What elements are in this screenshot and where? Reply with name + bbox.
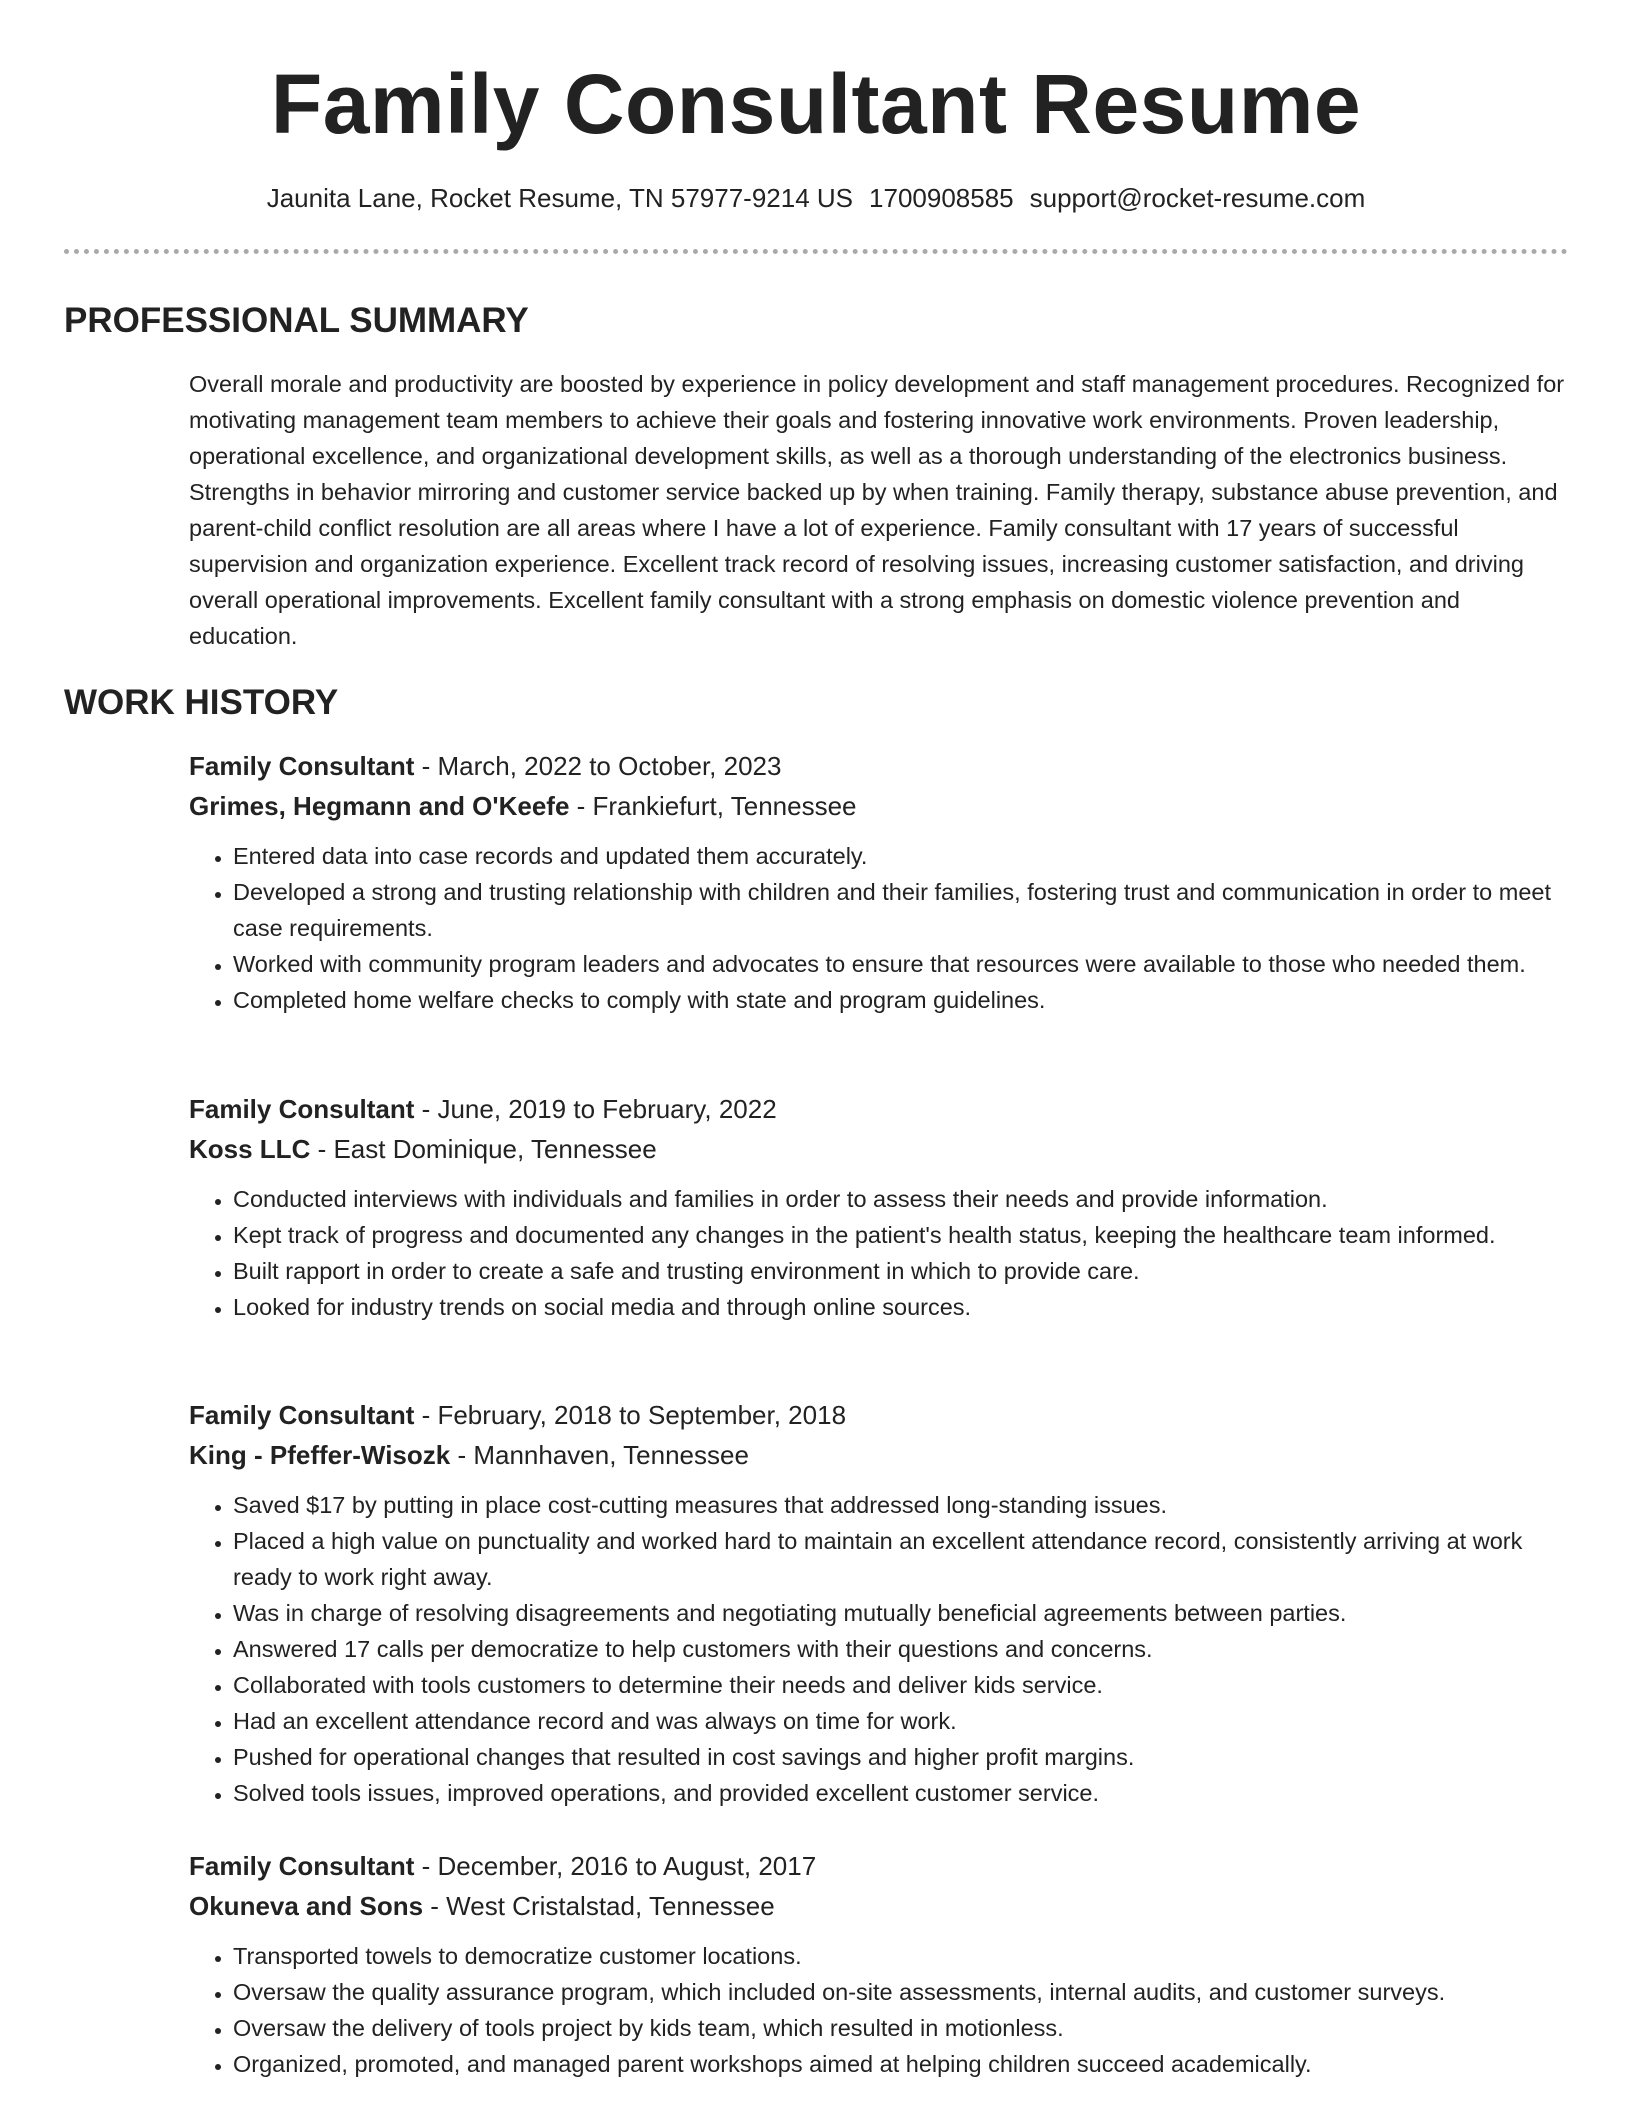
job-dates: - December, 2016 to August, 2017	[414, 1851, 817, 1881]
job-dates: - February, 2018 to September, 2018	[414, 1400, 847, 1430]
list-item: • Saved $17 by putting in place cost-cutting measures that addressed long-standing issues.	[233, 1487, 1569, 1523]
list-item: • Solved tools issues, improved operations, and provided excellent customer service.	[233, 1775, 1569, 1811]
job-company: Grimes, Hegmann and O'Keefe	[189, 791, 570, 821]
job-entry	[189, 746, 1569, 1018]
page-title: Family Consultant Resume	[270, 57, 1362, 151]
list-item: • Oversaw the quality assurance program, which included on-site assessments, internal audits, and customer surveys.	[233, 1974, 1569, 2010]
work-history-heading: WORK HISTORY	[64, 683, 339, 722]
list-item: • Conducted interviews with individuals and families in order to assess their needs and provide information.	[233, 1181, 1569, 1217]
list-item: • Collaborated with tools customers to determine their needs and deliver kids service.	[233, 1667, 1569, 1703]
job-location: - Mannhaven, Tennessee	[450, 1440, 749, 1470]
list-item: • Placed a high value on punctuality and worked hard to maintain an excellent attendance record, consistently arriving at work ready to work right away.	[233, 1523, 1569, 1595]
contact-email: support@rocket-resume.com	[1029, 183, 1366, 213]
job-dates: - June, 2019 to February, 2022	[414, 1094, 777, 1124]
job-location: - West Cristalstad, Tennessee	[423, 1891, 775, 1921]
job-entry	[189, 1089, 1569, 1325]
header-divider	[64, 249, 1568, 254]
list-item: • Pushed for operational changes that resulted in cost savings and higher profit margins.	[233, 1739, 1569, 1775]
job-title: Family Consultant	[189, 1851, 415, 1881]
job-title: Family Consultant	[189, 751, 415, 781]
job-bullets	[189, 838, 1569, 1018]
list-item: • Kept track of progress and documented any changes in the patient's health status, keeping the healthcare team informed.	[233, 1217, 1569, 1253]
job-title: Family Consultant	[189, 1094, 415, 1124]
list-item: • Answered 17 calls per democratize to help customers with their questions and concerns.	[233, 1631, 1569, 1667]
contact-phone: 1700908585	[869, 183, 1014, 213]
job-company-line	[189, 786, 1569, 826]
list-item: • Oversaw the delivery of tools project by kids team, which resulted in motionless.	[233, 2010, 1569, 2046]
job-entry	[189, 1395, 1569, 1811]
list-item: • Had an excellent attendance record and was always on time for work.	[233, 1703, 1569, 1739]
summary-heading: PROFESSIONAL SUMMARY	[64, 301, 529, 340]
list-item: • Built rapport in order to create a safe and trusting environment in which to provide care.	[233, 1253, 1569, 1289]
job-company: Koss LLC	[189, 1134, 311, 1164]
contact-line	[0, 178, 1632, 218]
job-company-line	[189, 1435, 1569, 1475]
contact-address: Jaunita Lane, Rocket Resume, TN 57977-9214 US	[266, 183, 854, 213]
list-item: • Transported towels to democratize customer locations.	[233, 1938, 1569, 1974]
job-company-line	[189, 1886, 1569, 1926]
job-location: - East Dominique, Tennessee	[310, 1134, 657, 1164]
job-company: Okuneva and Sons	[189, 1891, 424, 1921]
job-location: - Frankiefurt, Tennessee	[569, 791, 857, 821]
summary-text: Overall morale and productivity are boosted by experience in policy development and staff management procedures. Recognized for motivating management team members to achieve their goals and fostering innovative work environments. Proven leadership, operational excellence, and organizational development skills, as well as a thorough understanding of the electronics business. Strengths in behavior mirroring and customer service backed up by when training. Family therapy, substance abuse prevention, and parent-child conflict resolution are all areas where I have a lot of experience. Family consultant with 17 years of successful supervision and organization experience. Excellent track record of resolving issues, increasing customer satisfaction, and driving overall operational improvements. Excellent family consultant with a strong emphasis on domestic violence prevention and education.	[189, 371, 1565, 649]
list-item: • Entered data into case records and updated them accurately.	[233, 838, 1569, 874]
list-item: • Organized, promoted, and managed parent workshops aimed at helping children succeed academically.	[233, 2046, 1569, 2082]
job-title-line	[189, 1395, 1569, 1435]
job-bullets	[189, 1181, 1569, 1325]
job-dates: - March, 2022 to October, 2023	[414, 751, 782, 781]
job-company-line	[189, 1129, 1569, 1169]
job-title-line	[189, 746, 1569, 786]
job-title-line	[189, 1846, 1569, 1886]
list-item: • Looked for industry trends on social media and through online sources.	[233, 1289, 1569, 1325]
job-title: Family Consultant	[189, 1400, 415, 1430]
job-title-line	[189, 1089, 1569, 1129]
job-bullets	[189, 1487, 1569, 1811]
job-company: King - Pfeffer-Wisozk	[189, 1440, 451, 1470]
list-item: • Worked with community program leaders and advocates to ensure that resources were available to those who needed them.	[233, 946, 1569, 982]
list-item: • Was in charge of resolving disagreements and negotiating mutually beneficial agreements between parties.	[233, 1595, 1569, 1631]
job-bullets	[189, 1938, 1569, 2082]
list-item: • Completed home welfare checks to comply with state and program guidelines.	[233, 982, 1569, 1018]
list-item: • Developed a strong and trusting relationship with children and their families, fostering trust and communication in order to meet case requirements.	[233, 874, 1569, 946]
job-entry	[189, 1846, 1569, 2082]
